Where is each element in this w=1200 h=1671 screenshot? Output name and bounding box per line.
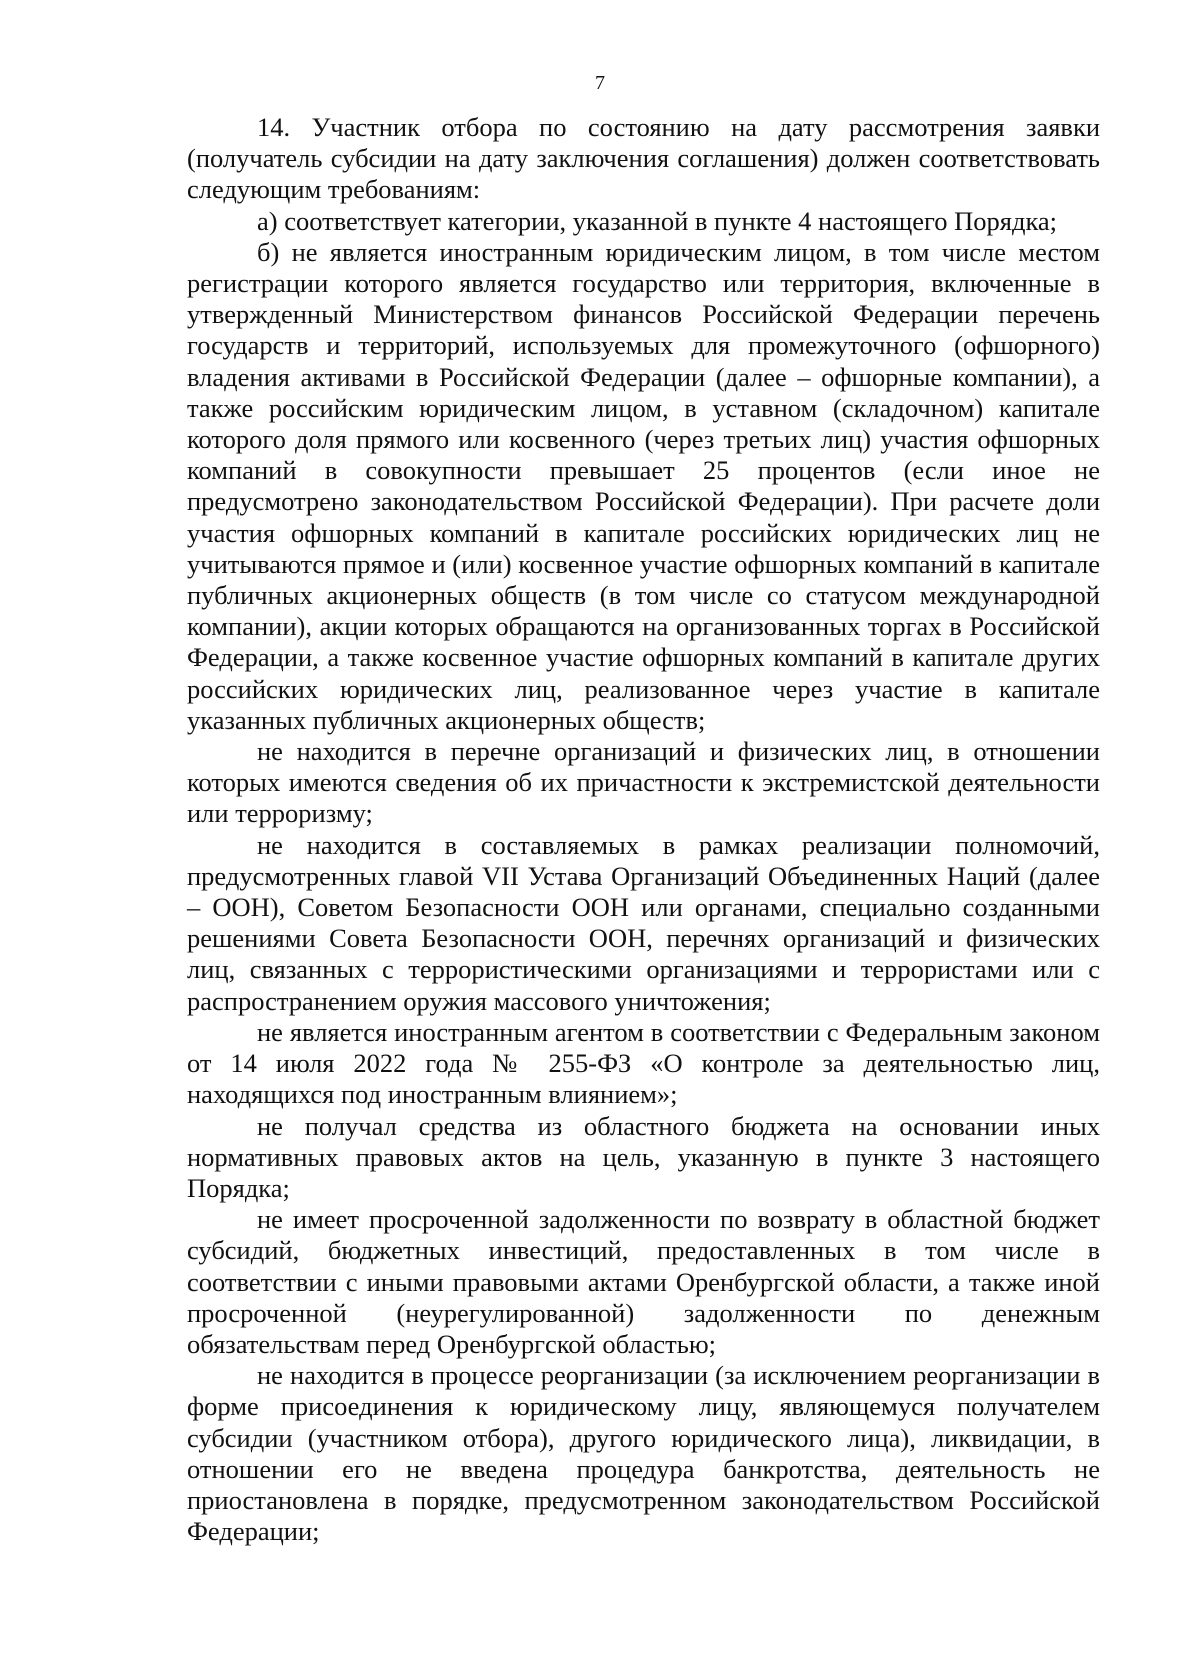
paragraph-regional-budget: не получал средства из областного бюджета на основании иных нормативных правовых актов на цель, указанную в пункте 3 настоящего Порядка; bbox=[187, 1110, 1100, 1203]
paragraph-14-intro: 14. Участник отбора по состоянию на дату рассмотрения заявки (получатель субсидии на дату заключения соглашения) должен соответствовать следующим требованиям: bbox=[187, 112, 1100, 205]
page-number: 7 bbox=[595, 72, 605, 94]
document-body bbox=[187, 112, 1100, 1547]
paragraph-un-lists: не находится в составляемых в рамках реализации полномочий, предусмотренных главой VII Устава Организаций Объединенных Наций (далее – ООН), Советом Безопасности ООН или органами, специально созданными решениями Совета Безопасности ООН, перечнях организаций и физических лиц, связанных с террористическими организациями и террористами или с распространением оружия массового уничтожения; bbox=[187, 829, 1100, 1016]
paragraph-extremism: не находится в перечне организаций и физических лиц, в отношении которых имеются сведения об их причастности к экстремистской деятельности или терроризму; bbox=[187, 736, 1100, 829]
paragraph-overdue-debt: не имеет просроченной задолженности по возврату в областной бюджет субсидий, бюджетных инвестиций, предоставленных в том числе в соответствии с иными правовыми актами Оренбургской области, а также иной просроченной (неурегулированной) задолженности по денежным обязательствам перед Оренбургской областью; bbox=[187, 1204, 1100, 1359]
paragraph-reorganization: не находится в процессе реорганизации (за исключением реорганизации в форме присоединения к юридическому лицу, являющемуся получателем субсидии (участником отбора), другого юридического лица), ликвидации, в отношении его не введена процедура банкротства, деятельность не приостановлена в порядке, предусмотренном законодательством Российской Федерации; bbox=[187, 1360, 1100, 1547]
paragraph-item-a: а) соответствует категории, указанной в пункте 4 настоящего Порядка; bbox=[257, 205, 1058, 236]
paragraph-foreign-agent: не является иностранным агентом в соответствии с Федеральным законом от 14 июля 2022 года № 255-ФЗ «О контроле за деятельностью лиц, находящихся под иностранным влиянием»; bbox=[187, 1016, 1100, 1110]
paragraph-item-b: б) не является иностранным юридическим лицом, в том числе местом регистрации которого является государство или территория, включенные в утвержденный Министерством финансов Российской Федерации перечень государств и территорий, используемых для промежуточного (офшорного) владения активами в Российской Федерации (далее – офшорные компании), а также российским юридическим лицом, в уставном (складочном) капитале которого доля прямого или косвенного (через третьих лиц) участия офшорных компаний в совокупности превышает 25 процентов (если иное не предусмотрено законодательством Российской Федерации). При расчете доли участия офшорных компаний в капитале российских юридических лиц не учитываются прямое и (или) косвенное участие офшорных компаний в капитале публичных акционерных обществ (в том числе со статусом международной компании), акции которых обращаются на организованных торгах в Российской Федерации, а также косвенное участие офшорных компаний в капитале других российских юридических лиц, реализованное через участие в капитале указанных публичных акционерных обществ; bbox=[187, 236, 1100, 735]
